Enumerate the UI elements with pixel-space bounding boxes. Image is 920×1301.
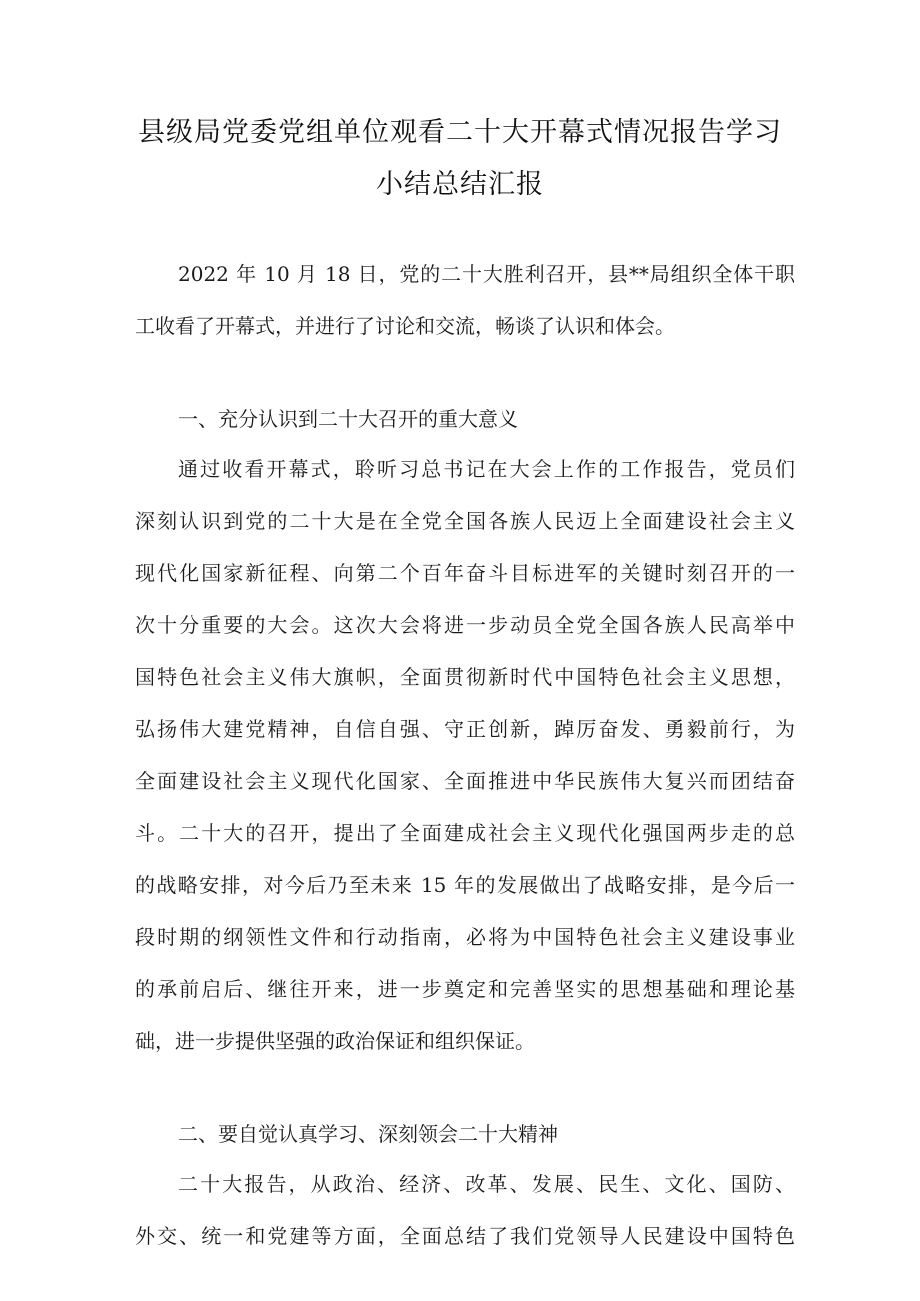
- section-2-line: 二十大报告，从政治、经济、改革、发展、民生、文化、国防、: [178, 1172, 795, 1196]
- section-1-heading: 一、充分认识到二十大召开的重大意义: [178, 407, 518, 431]
- section-1-line: 全面建设社会主义现代化国家、全面推进中华民族伟大复兴而团结奋: [135, 769, 795, 793]
- section-1-line: 的承前启后、继往开来，进一步奠定和完善坚实的思想基础和理论基: [135, 977, 795, 1001]
- section-1-line: 国特色社会主义伟大旗帜，全面贯彻新时代中国特色社会主义思想，: [135, 665, 795, 689]
- section-1-line: 础，进一步提供坚强的政治保证和组织保证。: [135, 1029, 535, 1053]
- document-title-line-1: 县级局党委党组单位观看二十大开幕式情况报告学习: [138, 117, 782, 148]
- section-1-line: 次十分重要的大会。这次大会将进一步动员全党全国各族人民高举中: [135, 613, 795, 637]
- section-1-line: 现代化国家新征程、向第二个百年奋斗目标进军的关键时刻召开的一: [135, 561, 795, 585]
- section-1-line: 的战略安排，对今后乃至未来 15 年的发展做出了战略安排，是今后一: [135, 873, 795, 897]
- intro-line: 2022 年 10 月 18 日，党的二十大胜利召开，县**局组织全体干职: [178, 262, 795, 286]
- section-2-heading: 二、要自觉认真学习、深刻领会二十大精神: [178, 1122, 558, 1146]
- section-1-line: 弘扬伟大建党精神，自信自强、守正创新，踔厉奋发、勇毅前行，为: [135, 717, 795, 741]
- section-1-line: 深刻认识到党的二十大是在全党全国各族人民迈上全面建设社会主义: [135, 509, 795, 533]
- section-1-line: 通过收看开幕式，聆听习总书记在大会上作的工作报告，党员们: [178, 457, 795, 481]
- section-1-line: 段时期的纲领性文件和行动指南，必将为中国特色社会主义建设事业: [135, 925, 795, 949]
- document-title-line-2: 小结总结汇报: [376, 169, 544, 200]
- section-1-line: 斗。二十大的召开，提出了全面建成社会主义现代化强国两步走的总: [135, 821, 795, 845]
- section-2-line: 外交、统一和党建等方面，全面总结了我们党领导人民建设中国特色: [135, 1224, 795, 1248]
- intro-line: 工收看了开幕式，并进行了讨论和交流，畅谈了认识和体会。: [135, 314, 675, 338]
